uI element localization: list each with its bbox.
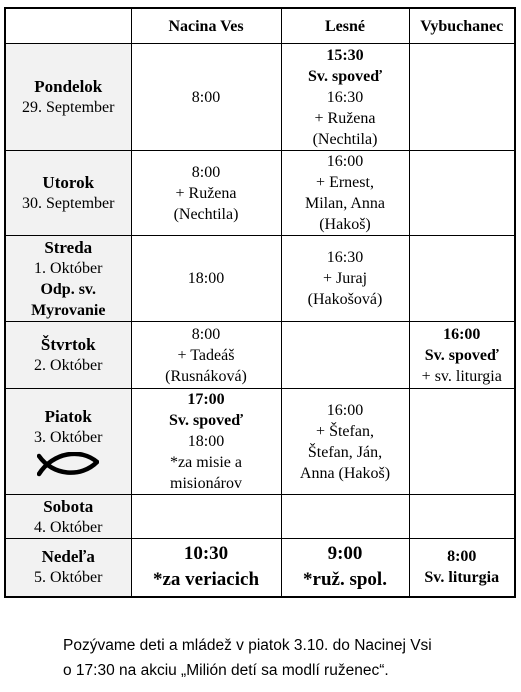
intention: + Štefan, — [316, 422, 374, 440]
day-date: 2. Október — [34, 357, 103, 374]
cell-nacina — [131, 539, 281, 597]
table-row — [5, 236, 515, 322]
day-cell — [5, 389, 131, 495]
cell-nacina — [131, 322, 281, 389]
header-row — [5, 8, 515, 44]
header-vybuchanec: Vybuchanec — [409, 8, 515, 44]
day-cell — [5, 539, 131, 597]
intention: Anna (Hakoš) — [299, 464, 391, 482]
time: 8:00 — [191, 163, 221, 181]
time: 18:00 — [187, 433, 225, 450]
cell-vybuchanec — [409, 495, 515, 539]
time: 16:00 — [326, 153, 364, 170]
time: 16:30 — [326, 88, 364, 106]
feast-label: Myrovanie — [31, 301, 106, 319]
day-name: Sobota — [43, 496, 94, 516]
intention: (Hakošová) — [307, 291, 383, 308]
note-line: Pozývame deti a mládež v piatok 3.10. do Nacinej Vsi — [63, 637, 432, 654]
cell-vybuchanec — [409, 322, 515, 389]
day-name: Štvrtok — [40, 335, 96, 354]
day-date: 30. September — [22, 195, 115, 212]
service-label: Sv. spoveď — [308, 67, 382, 85]
intention: (Hakoš) — [319, 216, 371, 233]
day-date: 4. Október — [34, 518, 103, 536]
service-label: Sv. liturgia — [424, 569, 500, 587]
cell-nacina — [131, 44, 281, 151]
table-row — [5, 44, 515, 151]
cell-vybuchanec — [409, 389, 515, 495]
feast-label: Odp. sv. — [40, 280, 97, 298]
intention: Milan, Anna — [305, 195, 385, 212]
service-label: + sv. liturgia — [421, 367, 502, 385]
note-line: o 17:30 na akciu „Milión detí sa modlí ruženec“. — [63, 662, 389, 679]
day-cell — [5, 495, 131, 539]
time: 16:30 — [326, 249, 364, 266]
intention: + Ernest, — [316, 174, 374, 191]
intention: + Ružena — [175, 184, 237, 202]
day-date: 1. Október — [34, 259, 103, 277]
day-name: Streda — [44, 237, 93, 257]
cell-vybuchanec — [409, 151, 515, 236]
table-row — [5, 539, 515, 597]
intention: *ruž. spol. — [303, 569, 387, 591]
day-cell — [5, 322, 131, 389]
intention: (Nechtila) — [312, 130, 378, 148]
intention: + Tadeáš — [177, 346, 235, 364]
table-row — [5, 322, 515, 389]
time: 16:00 — [443, 325, 481, 343]
intention: (Nechtila) — [173, 205, 239, 223]
time: 8:00 — [191, 88, 221, 106]
service-label: Sv. spoveď — [424, 346, 499, 364]
cell-lesne — [281, 495, 409, 539]
time: 17:00 — [187, 391, 225, 408]
day-name: Piatok — [44, 406, 92, 426]
day-cell — [5, 236, 131, 322]
table-row — [5, 151, 515, 236]
ichthys-fish-icon — [37, 452, 99, 478]
day-date: 29. September — [22, 99, 115, 116]
cell-lesne — [281, 236, 409, 322]
cell-lesne — [281, 151, 409, 236]
time: 10:30 — [183, 543, 229, 565]
intention: (Rusnáková) — [165, 367, 247, 385]
table-row — [5, 495, 515, 539]
intention: misionárov — [170, 475, 242, 492]
day-date: 5. Október — [34, 569, 103, 587]
intention: *za misie a — [170, 454, 242, 471]
cell-nacina — [131, 236, 281, 322]
cell-nacina — [131, 389, 281, 495]
table-row — [5, 389, 515, 495]
time: 8:00 — [191, 325, 221, 343]
cell-lesne — [281, 322, 409, 389]
invitation-note — [63, 633, 432, 683]
service-label: Sv. spoveď — [169, 412, 243, 429]
cell-nacina — [131, 151, 281, 236]
day-name: Pondelok — [34, 77, 103, 96]
cell-lesne — [281, 44, 409, 151]
cell-lesne — [281, 389, 409, 495]
header-lesne: Lesné — [281, 8, 409, 44]
time: 15:30 — [326, 46, 364, 64]
schedule-table — [4, 7, 516, 598]
cell-vybuchanec — [409, 236, 515, 322]
intention: *za veriacich — [152, 569, 260, 591]
time: 16:00 — [326, 401, 364, 419]
time: 18:00 — [187, 270, 225, 287]
cell-nacina — [131, 495, 281, 539]
day-name: Utorok — [42, 173, 95, 192]
cell-lesne — [281, 539, 409, 597]
intention: + Juraj — [322, 270, 368, 287]
header-nacina-ves: Nacina Ves — [131, 8, 281, 44]
header-corner — [5, 8, 131, 44]
cell-vybuchanec — [409, 539, 515, 597]
cell-vybuchanec — [409, 44, 515, 151]
day-name: Nedeľa — [41, 547, 95, 567]
intention: Štefan, Ján, — [307, 443, 383, 461]
intention: + Ružena — [314, 109, 376, 127]
day-date: 3. Október — [34, 428, 103, 446]
time: 9:00 — [327, 543, 363, 565]
time: 8:00 — [447, 548, 477, 566]
day-cell — [5, 151, 131, 236]
day-cell — [5, 44, 131, 151]
